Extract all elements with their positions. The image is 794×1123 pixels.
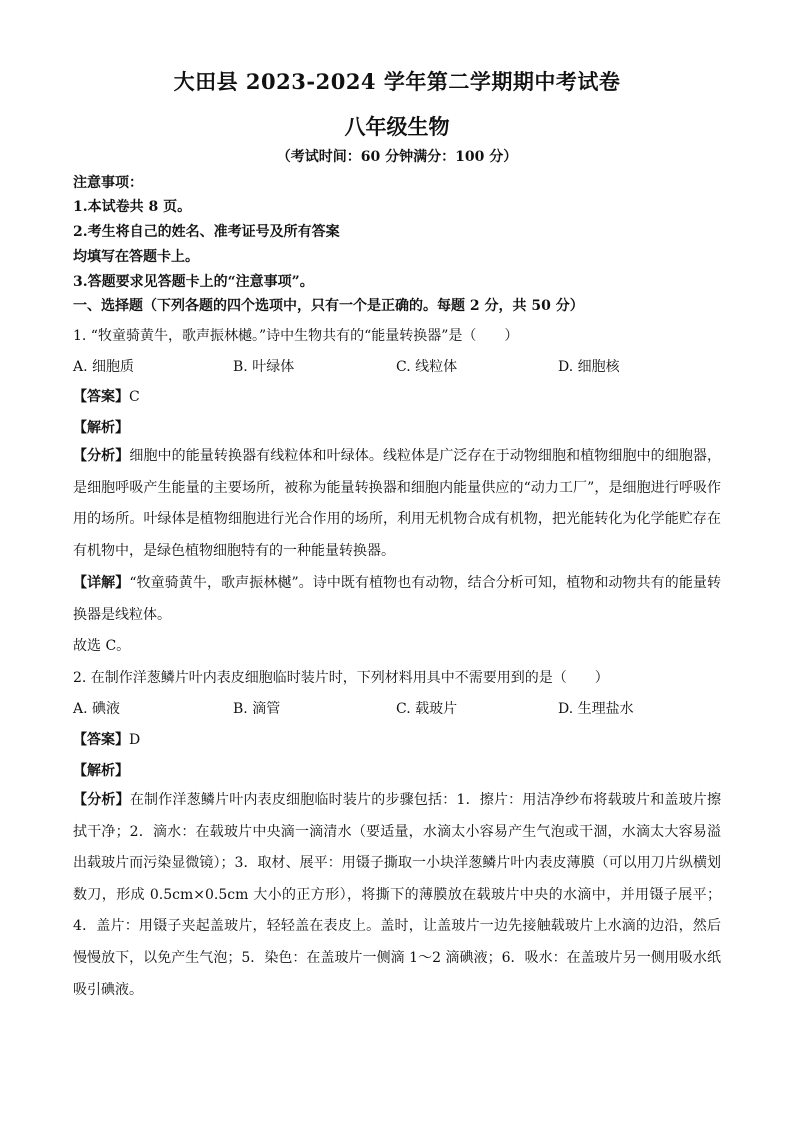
answer-tag: 【答案】 [73, 732, 129, 748]
answer-value: C [129, 389, 140, 405]
section-title: 一、选择题（下列各题的四个选项中，只有一个是正确的。每题 2 分，共 50 分） [73, 298, 584, 314]
note-item-1: 1.本试卷共 8 页。 [73, 199, 192, 215]
fenxi-tag: 【分析】 [73, 448, 130, 464]
question-2-option-c: C. 载玻片 [396, 701, 458, 717]
fenxi-tag: 【分析】 [73, 792, 130, 808]
question-1-option-b: B. 叶绿体 [233, 359, 295, 375]
exam-info: （考试时间：60 分钟满分：100 分） [276, 149, 518, 165]
fenxi-text: 在制作洋葱鳞片叶内表皮细胞临时装片的步骤包括：1．擦片：用洁净纱布将载玻片和盖玻片擦拭干净；2．滴水：在载玻片中央滴一滴清水（要适量，水滴太小容易产生气泡或干涸，水滴太大容易溢出载玻片而污染显微镜）；3．取材、展平：用镊子撕取一小块洋葱鳞片叶内表皮薄膜（可以用刀片纵横划数刀，形成 0.5cm×0.5cm 大小的正方形），将撕下的薄膜放在载玻片中央的水滴中，并用镊子展平；4．盖片：用镊子夹起盖玻片，轻轻盖在表皮上。盖时，让盖玻片一边先接触载玻片上水滴的边沿，然后慢慢放下，以免产生气泡；5．染色：在盖玻片一侧滴 1～2 滴碘液；6．吸水：在盖玻片另一侧用吸水纸吸引碘液。 [73, 792, 722, 998]
question-1-analysis-heading: 【解析】 [73, 420, 129, 436]
question-1-answer [73, 386, 140, 406]
question-1-stem: 1. “牧童骑黄牛，歌声振林樾。”诗中生物共有的“能量转换器”是（ ） [73, 328, 519, 344]
question-2-option-a: A. 碘液 [73, 701, 121, 717]
question-2-stem: 2. 在制作洋葱鳞片叶内表皮细胞临时装片时，下列材料用具中不需要用到的是（ ） [73, 670, 609, 686]
question-1-conclusion: 故选 C。 [73, 638, 131, 654]
xiangjie-tag: 【详解】 [73, 575, 130, 591]
exam-title: 大田县 2023-2024 学年第二学期期中考试卷 [173, 69, 621, 94]
question-1-option-c: C. 线粒体 [396, 359, 458, 375]
question-1-option-d: D. 细胞核 [558, 359, 620, 375]
question-2-answer [73, 729, 140, 749]
question-2-option-d: D. 生理盐水 [558, 701, 634, 717]
question-2-analysis-heading: 【解析】 [73, 763, 129, 779]
notes-heading: 注意事项： [73, 175, 143, 191]
question-1-xiangjie [73, 568, 721, 631]
question-1-fenxi [73, 441, 721, 567]
question-1-option-a: A. 细胞质 [73, 359, 135, 375]
note-item-2: 2.考生将自己的姓名、准考证号及所有答案 [73, 224, 340, 240]
fenxi-text: 细胞中的能量转换器有线粒体和叶绿体。线粒体是广泛存在于动物细胞和植物细胞中的细胞器，是细胞呼吸产生能量的主要场所，被称为能量转换器和细胞内能量供应的“动力工厂”，是细胞进行呼吸作用的场所。叶绿体是植物细胞进行光合作用的场所，利用无机物合成有机物，把光能转化为化学能贮存在有机物中，是绿色植物细胞特有的一种能量转换器。 [73, 448, 722, 559]
answer-tag: 【答案】 [73, 389, 129, 405]
note-item-3: 均填写在答题卡上。 [73, 249, 199, 265]
question-2-option-b: B. 滴管 [233, 701, 281, 717]
xiangjie-text: “牧童骑黄牛，歌声振林樾”。诗中既有植物也有动物，结合分析可知，植物和动物共有的能量转换器是线粒体。 [73, 575, 722, 623]
answer-value: D [129, 732, 141, 748]
note-item-4: 3.答题要求见答题卡上的“注意事项”。 [73, 274, 314, 290]
question-2-fenxi [73, 785, 721, 1006]
exam-subject: 八年级生物 [344, 114, 450, 139]
